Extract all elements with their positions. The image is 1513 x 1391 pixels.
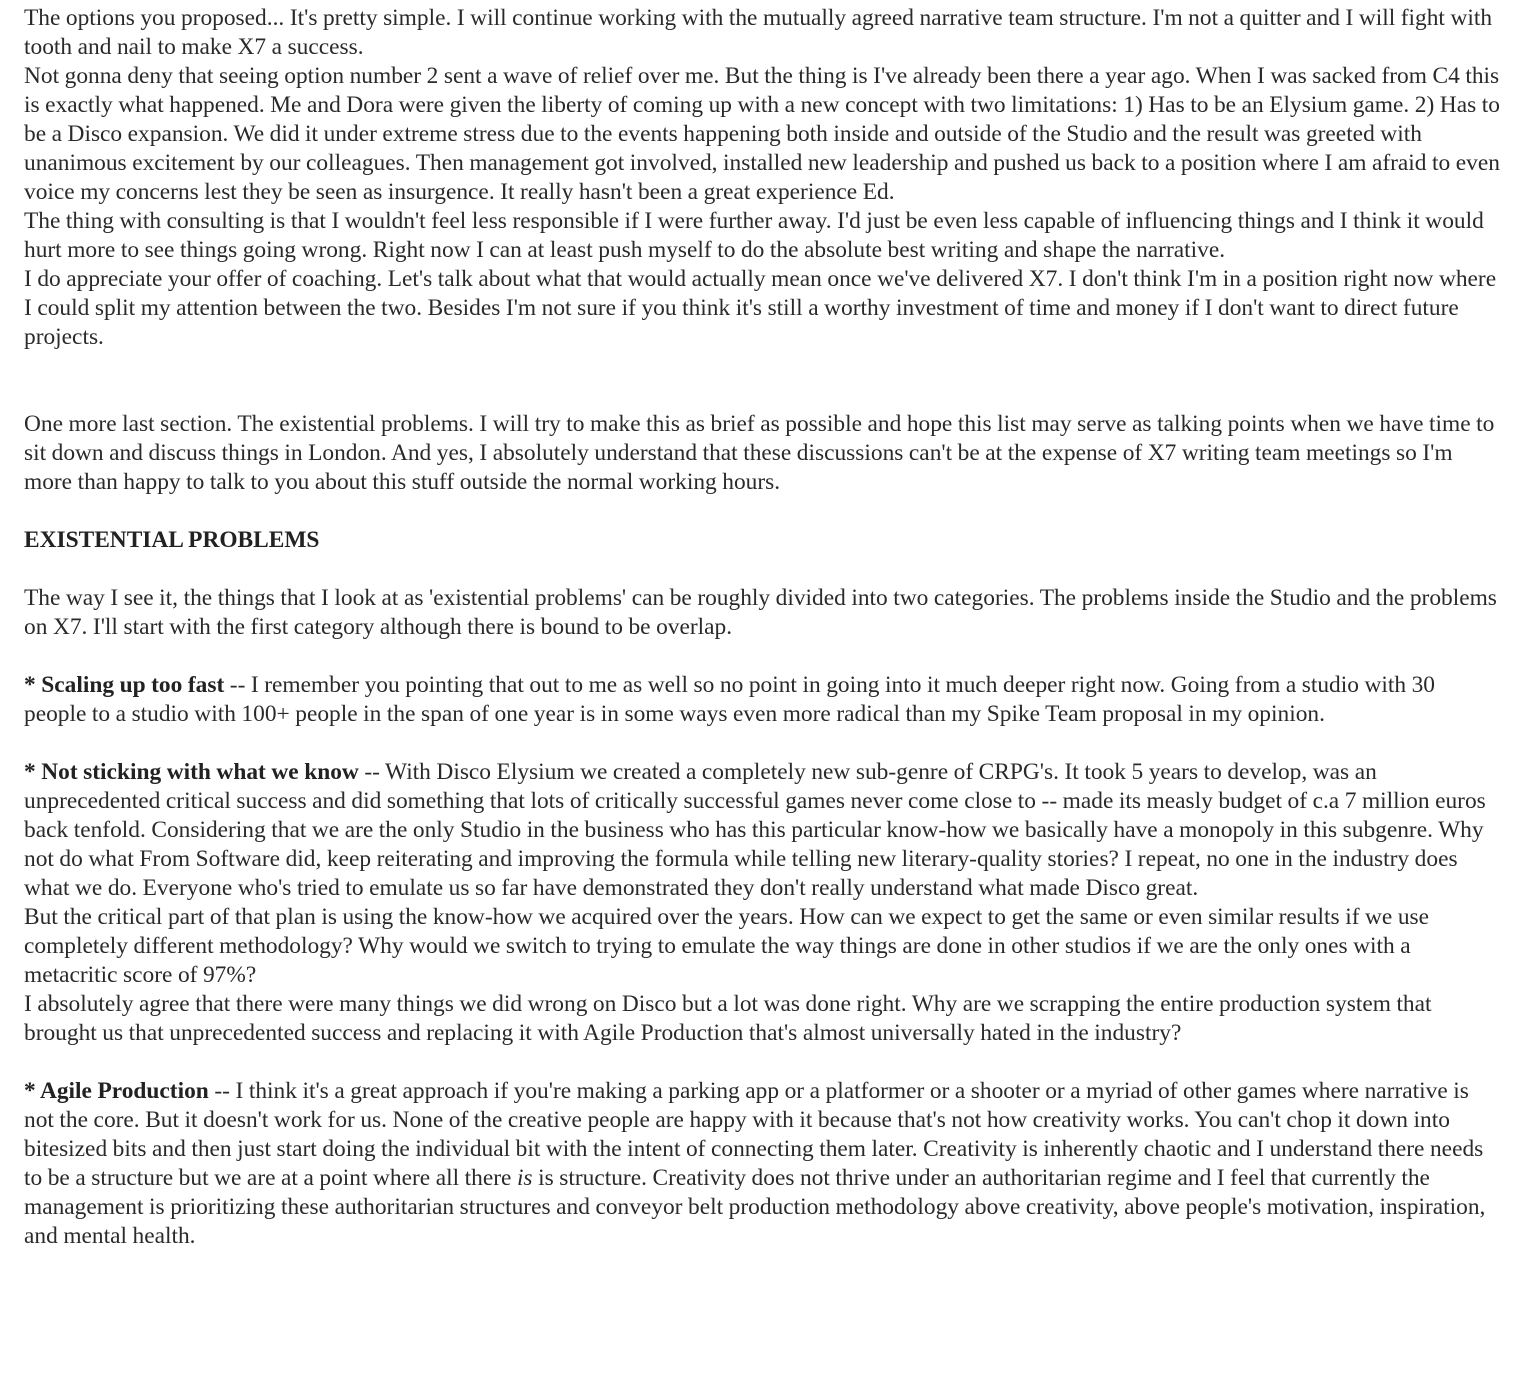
paragraph-last-section: One more last section. The existential problems. I will try to make this as brief as possible and hope this list may serve as talking points when we have time to sit down and discuss things in London. And yes, I absolutely understand that these discussions can't be at the expense of X7 writing team meetings so I'm more than happy to talk to you about this stuff outside the normal working hours. <box>24 411 1495 495</box>
paragraph-disco-right: I absolutely agree that there were many things we did wrong on Disco but a lot was done right. Why are we scrapping the entire production system that brought us that unprecedented success and replacing it with Agile Production that's almost universally hated in the industry? <box>24 991 1432 1046</box>
problem-title: * Agile Production <box>24 1078 209 1104</box>
problem-title: * Scaling up too fast <box>24 672 225 698</box>
problem-text: -- With Disco Elysium we created a completely new sub-genre of CRPG's. It took 5 years to develop, was an unprecedented critical success and did something that lots of critically successful games never come close to -- made its measly budget of c.a 7 million euros back tenfold. Considering that we are the only Studio in the business who has this particular know-how we basically have a monopoly in this subgenre. Why not do what From Software did, keep reiterating and improving the formula while telling new literary-quality stories? I repeat, no one in the industry does what we do. Everyone who's tried to emulate us so far have demonstrated they don't really understand what made Disco great. <box>24 759 1486 901</box>
problem-agile <box>24 1077 1501 1251</box>
spacer <box>24 555 1501 584</box>
spacer <box>24 352 1501 410</box>
paragraph-section-intro: The way I see it, the things that I look at as 'existential problems' can be roughly divided into two categories. The problems inside the Studio and the problems on X7. I'll start with the first category although there is bound to be overlap. <box>24 585 1497 640</box>
spacer <box>24 497 1501 526</box>
paragraph-know-how: But the critical part of that plan is using the know-how we acquired over the years. How can we expect to get the same or even similar results if we use completely different methodology? Why would we switch to trying to emulate the way things are done in other studios if we are the only ones with a metacritic score of 97%? <box>24 904 1430 988</box>
problem-text: -- I think it's a great approach if you're making a parking app or a platformer or a shooter or a myriad of other games where narrative is not the core. But it doesn't work for us. None of the creative people are happy with it because that's not how creativity works. You can't chop it down into bitesized bits and then just start doing the individual bit with the intent of connecting them later. Creativity is inherently chaotic and I understand there needs to be a structure but we are at a point where all there <box>24 1078 1484 1191</box>
problem-text-continued: is structure. Creativity does not thrive under an authoritarian regime and I feel that currently the management is prioritizing these authoritarian structures and conveyor belt production methodology above creativity, above people's motivation, inspiration, and mental health. <box>24 1165 1486 1249</box>
paragraph-consulting: The thing with consulting is that I wouldn't feel less responsible if I were further away. I'd just be even less capable of influencing things and I think it would hurt more to see things going wrong. Right now I can at least push myself to do the absolute best writing and shape the narrative. <box>24 208 1484 263</box>
section-heading: EXISTENTIAL PROBLEMS <box>24 527 320 553</box>
spacer <box>24 1048 1501 1077</box>
spacer <box>24 642 1501 671</box>
spacer <box>24 729 1501 758</box>
problem-text: -- I remember you pointing that out to me as well so no point in going into it much deeper right now. Going from a studio with 30 people to a studio with 100+ people in the span of one year is in some ways even more radical than my Spike Team proposal in my opinion. <box>24 672 1436 727</box>
emphasis-text: is <box>516 1165 533 1191</box>
problem-sticking <box>24 758 1501 903</box>
paragraph-option-two: Not gonna deny that seeing option number 2 sent a wave of relief over me. But the thing is I've already been there a year ago. When I was sacked from C4 this is exactly what happened. Me and Dora were given the liberty of coming up with a new concept with two limitations: 1) Has to be an Elysium game. 2) Has to be a Disco expansion. We did it under extreme stress due to the events happening both inside and outside of the Studio and the result was greeted with unanimous excitement by our colleagues. Then management got involved, installed new leadership and pushed us back to a position where I am afraid to even voice my concerns lest they be seen as insurgence. It really hasn't been a great experience Ed. <box>24 63 1500 205</box>
problem-scaling <box>24 671 1501 729</box>
paragraph-options: The options you proposed... It's pretty simple. I will continue working with the mutually agreed narrative team structure. I'm not a quitter and I will fight with tooth and nail to make X7 a success. <box>24 5 1493 60</box>
problem-title: * Not sticking with what we know <box>24 759 359 785</box>
paragraph-coaching: I do appreciate your offer of coaching. Let's talk about what that would actually mean once we've delivered X7. I don't think I'm in a position right now where I could split my attention between the two. Besides I'm not sure if you think it's still a worthy investment of time and money if I don't want to direct future projects. <box>24 266 1497 350</box>
